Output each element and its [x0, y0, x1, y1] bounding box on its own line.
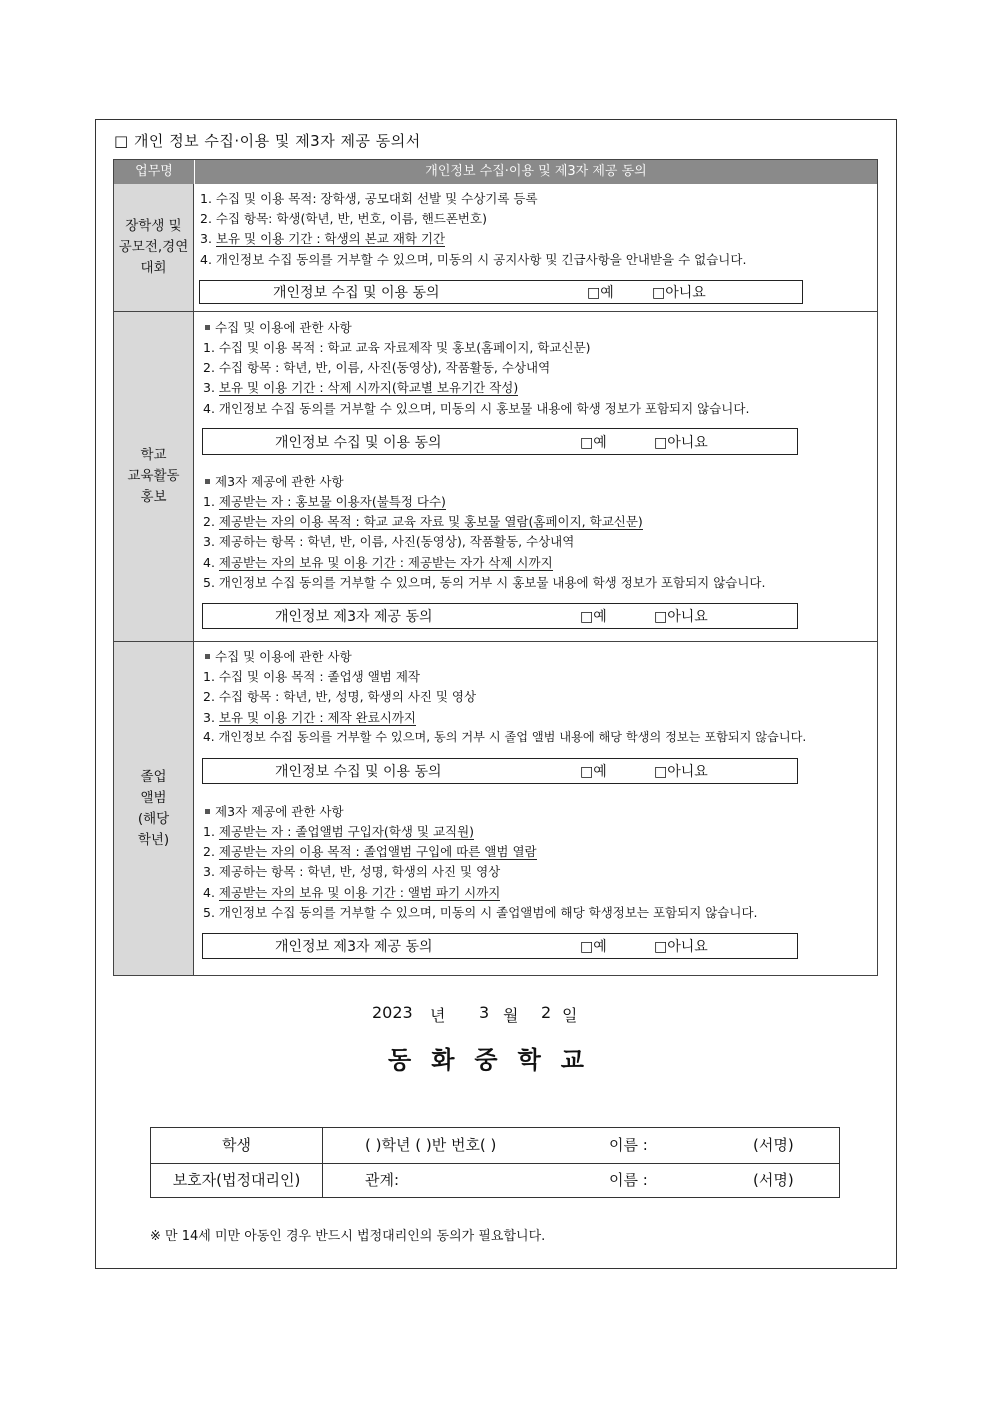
list-item: 4. 개인정보 수집 동의를 거부할 수 있으며, 미동의 시 홍보물 내용에 학생 정보가 포함되지 않습니다.	[203, 401, 750, 416]
list-item: 3. 제공하는 항목 : 학년, 반, 이름, 사진(동영상), 작품활동, 수상내역	[203, 534, 575, 549]
section3-label-line: 앨범	[140, 789, 167, 806]
list-item: 1. 수집 및 이용 목적 : 졸업생 앨범 제작	[203, 669, 420, 684]
divider	[114, 641, 877, 642]
guardian-name-field[interactable]: 이름 :	[609, 1171, 648, 1189]
date-day-unit: 일	[562, 1006, 578, 1025]
list-item: 1. 제공받는 자 : 홍보물 이용자(불특정 다수)	[203, 494, 446, 509]
list-item: 3. 제공하는 항목 : 학년, 반, 성명, 학생의 사진 및 영상	[203, 864, 501, 879]
no-checkbox[interactable]: □아니요	[654, 434, 708, 451]
student-name-field[interactable]: 이름 :	[609, 1136, 648, 1154]
consent-box-collection	[199, 280, 803, 304]
section3-label-line: 졸업	[140, 768, 167, 785]
section3-label-line: 학년)	[137, 831, 170, 848]
no-checkbox[interactable]: □아니요	[654, 764, 708, 780]
date-year: 2023	[372, 1003, 413, 1022]
date-month-unit: 월	[503, 1006, 519, 1025]
list-item: 3. 보유 및 이용 기간 : 삭제 시까지(학교별 보유기간 작성)	[203, 380, 519, 395]
divider	[114, 311, 877, 312]
list-item: 4. 개인정보 수집 동의를 거부할 수 있으며, 동의 거부 시 졸업 앨범 내용에 해당 학생의 정보는 포함되지 않습니다.	[203, 730, 807, 744]
yes-checkbox[interactable]: □예	[580, 609, 607, 625]
list-item: 4. 개인정보 수집 동의를 거부할 수 있으며, 미동의 시 공지사항 및 긴급사항을 안내받을 수 없습니다.	[200, 252, 747, 267]
student-label: 학생	[151, 1128, 323, 1163]
table-row	[151, 1128, 839, 1164]
sub-heading: 수집 및 이용에 관한 사항	[205, 647, 352, 665]
list-item: 3. 보유 및 이용 기간 : 제작 완료시까지	[203, 710, 417, 725]
section3-label-line: (해당	[137, 810, 170, 827]
list-item: 2. 제공받는 자의 이용 목적 : 졸업앨범 구입에 따른 앨범 열람	[203, 844, 537, 859]
school-name: 동화중학교	[388, 1046, 604, 1074]
section1-label-line: 대회	[140, 260, 167, 276]
consent-box-collection	[202, 758, 798, 784]
section2-label-line: 홍보	[140, 489, 167, 505]
list-item: 1. 수집 및 이용 목적 : 학교 교육 자료제작 및 홍보(홈페이지, 학교신문)	[203, 340, 591, 355]
student-signature-field[interactable]: (서명)	[753, 1136, 794, 1154]
consent-table	[113, 159, 878, 976]
list-item: 4. 제공받는 자의 보유 및 이용 기간 : 앨범 파기 시까지	[203, 885, 501, 900]
list-item: 4. 제공받는 자의 보유 및 이용 기간 : 제공받는 자가 삭제 시까지	[203, 555, 553, 570]
no-checkbox[interactable]: □아니요	[652, 285, 706, 301]
list-item: 2. 제공받는 자의 이용 목적 : 학교 교육 자료 및 홍보물 열람(홈페이지, 학교신문)	[203, 514, 643, 529]
header-task: 업무명	[114, 160, 195, 184]
sub-heading: 제3자 제공에 관한 사항	[205, 802, 344, 820]
section2-label	[114, 312, 194, 641]
consent-label: 개인정보 제3자 제공 동의	[275, 609, 433, 625]
header-consent: 개인정보 수집·이용 및 제3자 제공 동의	[425, 164, 647, 179]
guardian-signature-field[interactable]: (서명)	[753, 1171, 794, 1189]
guardian-label: 보호자(법정대리인)	[151, 1163, 323, 1198]
table-header	[114, 160, 877, 184]
section2-label-line: 학교	[140, 447, 167, 463]
grade-class-number-field[interactable]: ( )학년 ( )반 번호( )	[365, 1136, 497, 1154]
consent-label: 개인정보 수집 및 이용 동의	[275, 434, 442, 451]
date-day: 2	[541, 1003, 552, 1022]
list-item: 3. 보유 및 이용 기간 : 학생의 본교 재학 기간	[200, 231, 446, 246]
yes-checkbox[interactable]: □예	[580, 764, 607, 780]
consent-box-collection	[202, 428, 798, 455]
list-item: 2. 수집 항목 : 학년, 반, 이름, 사진(동영상), 작품활동, 수상내역	[203, 360, 551, 375]
table-row	[151, 1163, 839, 1198]
consent-box-third-party	[202, 933, 798, 959]
section3-label	[114, 642, 194, 975]
consent-box-third-party	[202, 603, 798, 629]
date-year-unit: 년	[430, 1006, 446, 1025]
list-item: 5. 개인정보 수집 동의를 거부할 수 있으며, 미동의 시 졸업앨범에 해당 학생정보는 포함되지 않습니다.	[203, 905, 758, 920]
consent-label: 개인정보 수집 및 이용 동의	[273, 285, 440, 301]
consent-label: 개인정보 수집 및 이용 동의	[275, 764, 442, 780]
yes-checkbox[interactable]: □예	[580, 939, 607, 955]
relation-field[interactable]: 관계:	[365, 1171, 400, 1189]
yes-checkbox[interactable]: □예	[580, 434, 607, 451]
section1-label-line: 공모전,경연	[118, 239, 189, 255]
signature-table	[150, 1127, 840, 1198]
no-checkbox[interactable]: □아니요	[654, 939, 708, 955]
no-checkbox[interactable]: □아니요	[654, 609, 708, 625]
section1-label-line: 장학생 및	[125, 218, 182, 234]
list-item: 1. 수집 및 이용 목적: 장학생, 공모대회 선발 및 수상기록 등록	[200, 191, 538, 206]
list-item: 2. 수집 항목: 학생(학년, 반, 번호, 이름, 핸드폰번호)	[200, 211, 487, 226]
footnote: ※ 만 14세 미만 아동인 경우 반드시 법정대리인의 동의가 필요합니다.	[150, 1229, 546, 1244]
list-item: 1. 제공받는 자 : 졸업앨범 구입자(학생 및 교직원)	[203, 824, 475, 839]
sub-heading: 제3자 제공에 관한 사항	[205, 472, 344, 490]
list-item: 2. 수집 항목 : 학년, 반, 성명, 학생의 사진 및 영상	[203, 689, 477, 704]
section1-label	[114, 184, 194, 311]
document-title: □ 개인 정보 수집·이용 및 제3자 제공 동의서	[114, 132, 421, 150]
yes-checkbox[interactable]: □예	[587, 285, 614, 301]
section2-label-line: 교육활동	[127, 468, 180, 484]
date-month: 3	[479, 1003, 490, 1022]
sub-heading: 수집 및 이용에 관한 사항	[205, 318, 352, 336]
consent-label: 개인정보 제3자 제공 동의	[275, 939, 433, 955]
list-item: 5. 개인정보 수집 동의를 거부할 수 있으며, 동의 거부 시 홍보물 내용에 학생 정보가 포함되지 않습니다.	[203, 575, 766, 590]
